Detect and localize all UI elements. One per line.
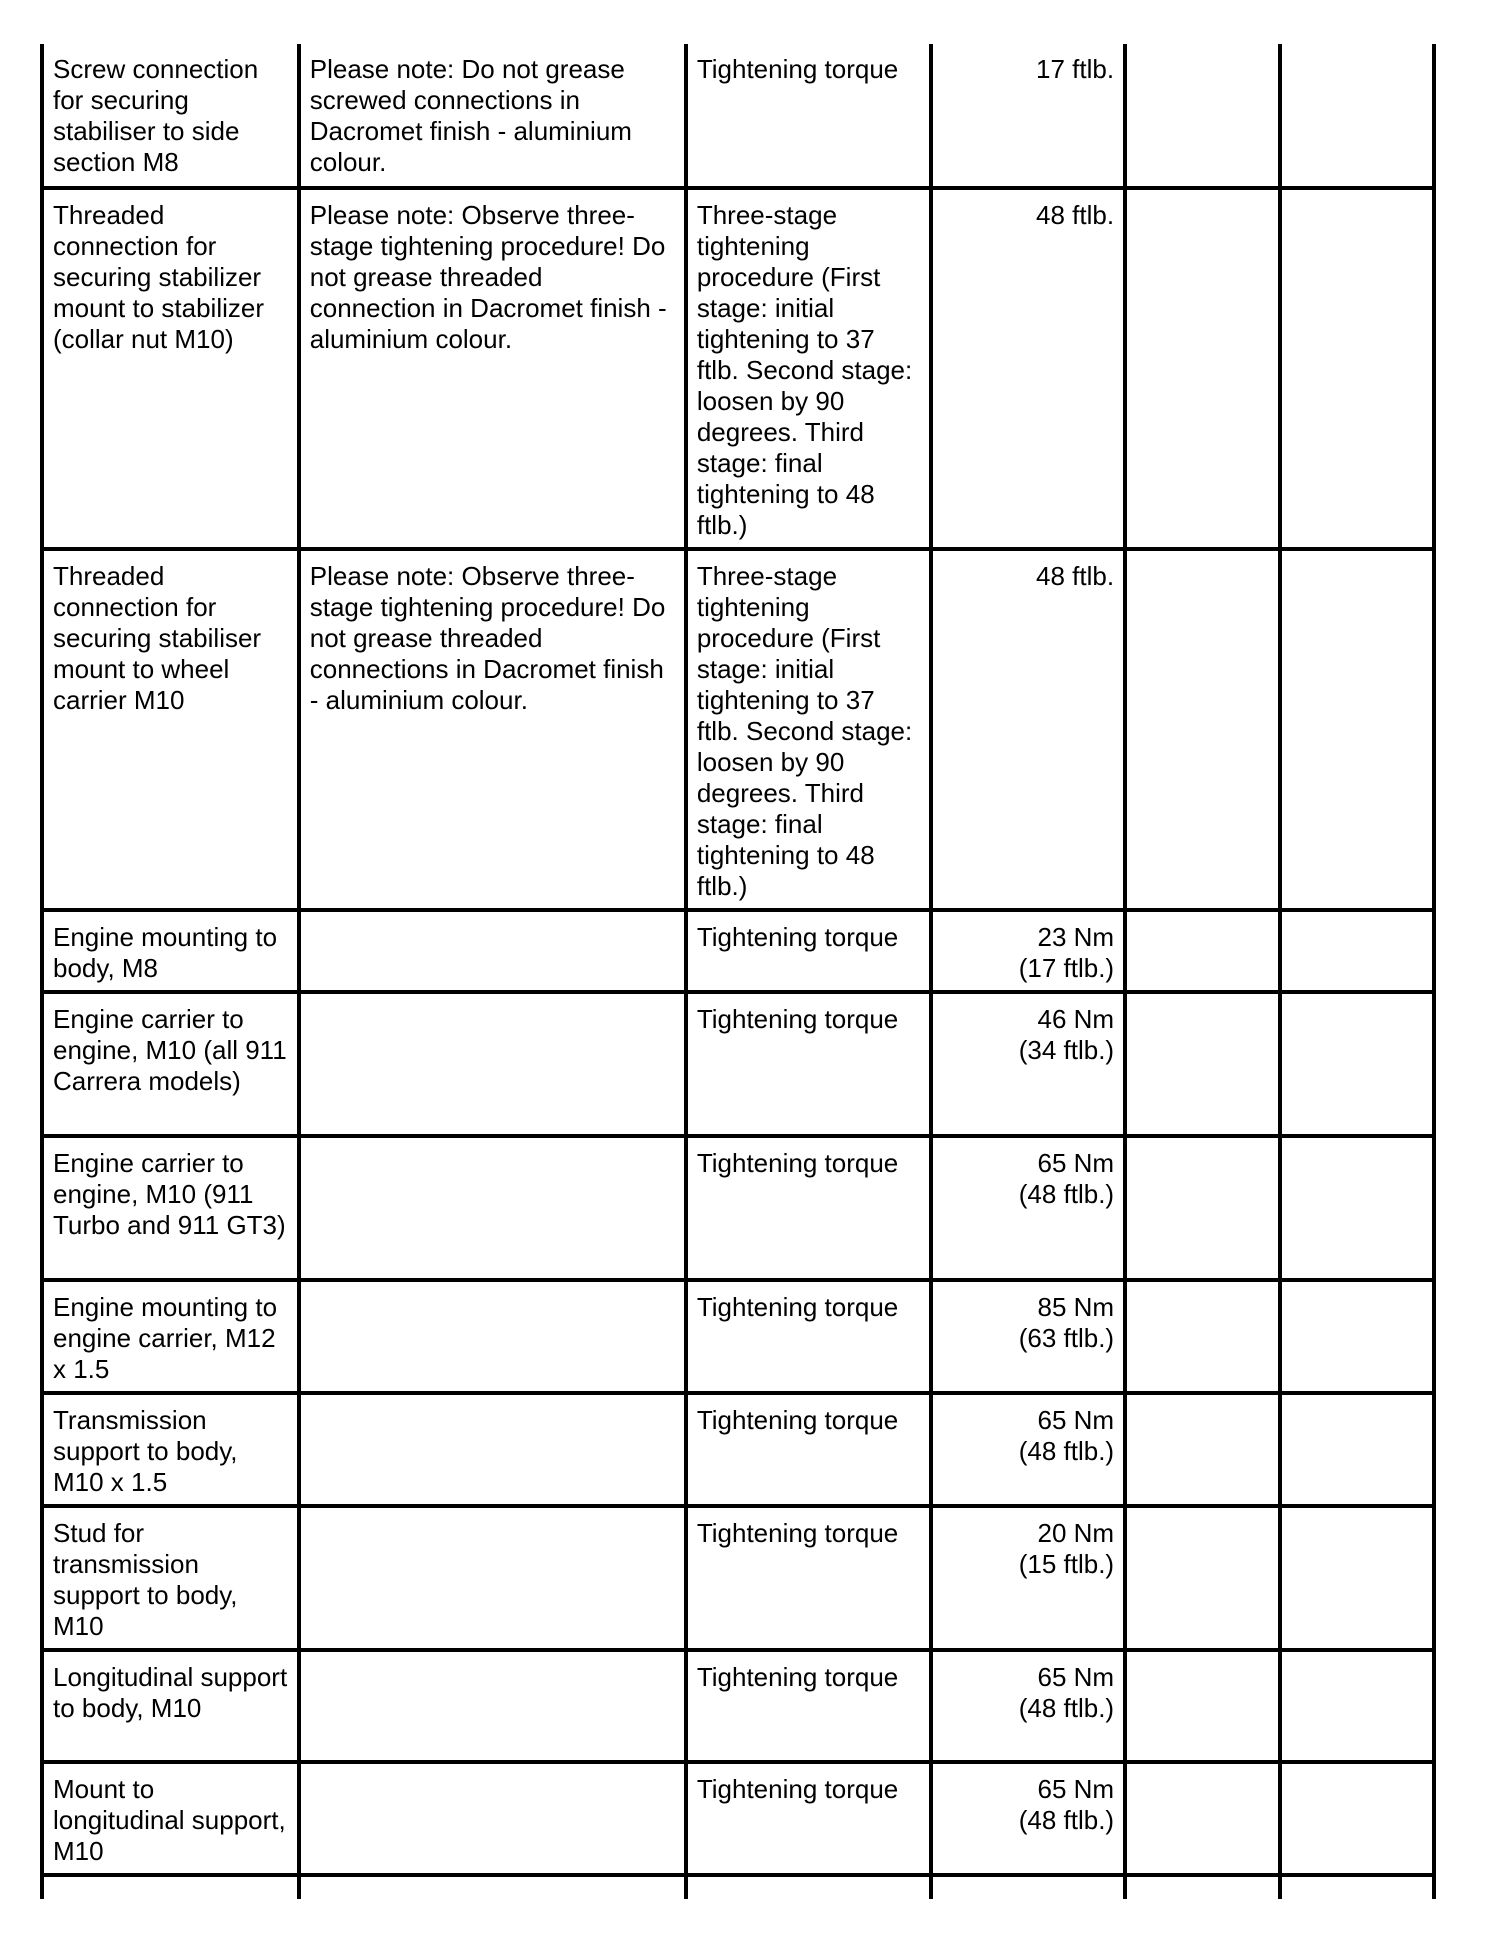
table-row xyxy=(42,992,1434,1136)
value-cell xyxy=(931,1506,1126,1650)
value-secondary: (48 ftlb.) xyxy=(1018,1436,1115,1466)
empty-cell xyxy=(1125,1506,1279,1650)
component-cell: Engine mounting to body, M8 xyxy=(42,910,299,992)
value-secondary: (15 ftlb.) xyxy=(1018,1549,1115,1579)
value-primary: 17 ftlb. xyxy=(1036,54,1115,84)
table-row xyxy=(42,1136,1434,1280)
note-cell xyxy=(299,992,686,1136)
component-cell: Longitudinal support to body, M10 xyxy=(42,1650,299,1762)
empty-cell xyxy=(1125,1762,1279,1875)
value-primary: 85 Nm xyxy=(1037,1292,1115,1322)
value-primary: 20 Nm xyxy=(1037,1518,1115,1548)
component-cell: Threaded connection for securing stabilizer mount to stabilizer (collar nut M10) xyxy=(42,188,299,549)
component-cell: Threaded connection for securing stabiliser mount to wheel carrier M10 xyxy=(42,549,299,910)
torque-specification-table xyxy=(40,44,1436,1899)
empty-cell xyxy=(1125,1393,1279,1506)
empty-cell xyxy=(1125,910,1279,992)
type-cell: Tightening torque xyxy=(686,1762,931,1875)
value-cell xyxy=(931,992,1126,1136)
type-cell: Tightening torque xyxy=(686,1136,931,1280)
value-primary: 65 Nm xyxy=(1037,1662,1115,1692)
table-row xyxy=(42,1762,1434,1875)
note-cell: Please note: Observe three-stage tightening procedure! Do not grease threaded connections in Dacromet finish - aluminium colour. xyxy=(299,549,686,910)
empty-cell xyxy=(1125,1280,1279,1393)
component-cell: Engine mounting to engine carrier, M12 x 1.5 xyxy=(42,1280,299,1393)
table-row xyxy=(42,1506,1434,1650)
component-cell: Engine carrier to engine, M10 (all 911 Carrera models) xyxy=(42,992,299,1136)
table-continuation-row xyxy=(42,1875,1434,1899)
component-cell: Engine carrier to engine, M10 (911 Turbo and 911 GT3) xyxy=(42,1136,299,1280)
note-cell xyxy=(299,1506,686,1650)
empty-cell xyxy=(1125,992,1279,1136)
value-primary: 65 Nm xyxy=(1037,1405,1115,1435)
empty-cell xyxy=(931,1875,1126,1899)
table-row xyxy=(42,1280,1434,1393)
table-row xyxy=(42,188,1434,549)
table-row xyxy=(42,1650,1434,1762)
empty-cell xyxy=(686,1875,931,1899)
value-secondary: (63 ftlb.) xyxy=(1018,1323,1115,1353)
value-cell xyxy=(931,1650,1126,1762)
value-primary: 46 Nm xyxy=(1037,1004,1115,1034)
value-primary: 65 Nm xyxy=(1037,1774,1115,1804)
value-cell xyxy=(931,549,1126,910)
note-cell: Please note: Observe three-stage tightening procedure! Do not grease threaded connection in Dacromet finish - aluminium colour. xyxy=(299,188,686,549)
value-secondary: (48 ftlb.) xyxy=(1018,1805,1115,1835)
note-cell xyxy=(299,910,686,992)
value-cell xyxy=(931,1280,1126,1393)
value-primary: 65 Nm xyxy=(1037,1148,1115,1178)
component-cell: Mount to longitudinal support, M10 xyxy=(42,1762,299,1875)
note-cell xyxy=(299,1393,686,1506)
empty-cell xyxy=(1280,1136,1434,1280)
type-cell: Tightening torque xyxy=(686,1650,931,1762)
empty-cell xyxy=(1280,992,1434,1136)
table-body xyxy=(42,44,1434,1899)
value-cell xyxy=(931,1136,1126,1280)
empty-cell xyxy=(42,1875,299,1899)
value-secondary: (17 ftlb.) xyxy=(1018,953,1115,983)
type-cell: Tightening torque xyxy=(686,992,931,1136)
empty-cell xyxy=(1125,1136,1279,1280)
type-cell: Tightening torque xyxy=(686,1393,931,1506)
value-primary: 48 ftlb. xyxy=(1036,561,1115,591)
empty-cell xyxy=(1280,44,1434,188)
type-cell: Tightening torque xyxy=(686,44,931,188)
value-cell xyxy=(931,1393,1126,1506)
value-cell xyxy=(931,188,1126,549)
empty-cell xyxy=(1280,910,1434,992)
empty-cell xyxy=(1125,1650,1279,1762)
note-cell xyxy=(299,1650,686,1762)
empty-cell xyxy=(1280,1650,1434,1762)
type-cell: Tightening torque xyxy=(686,1280,931,1393)
value-secondary: (48 ftlb.) xyxy=(1018,1179,1115,1209)
empty-cell xyxy=(299,1875,686,1899)
value-cell xyxy=(931,1762,1126,1875)
component-cell: Screw connection for securing stabiliser to side section M8 xyxy=(42,44,299,188)
empty-cell xyxy=(1280,188,1434,549)
empty-cell xyxy=(1280,549,1434,910)
value-primary: 23 Nm xyxy=(1037,922,1115,952)
value-secondary: (48 ftlb.) xyxy=(1018,1693,1115,1723)
table-row xyxy=(42,910,1434,992)
table-row xyxy=(42,1393,1434,1506)
table-row xyxy=(42,549,1434,910)
empty-cell xyxy=(1280,1393,1434,1506)
note-cell: Please note: Do not grease screwed connections in Dacromet finish - aluminium colour. xyxy=(299,44,686,188)
value-cell xyxy=(931,910,1126,992)
value-cell xyxy=(931,44,1126,188)
value-secondary: (34 ftlb.) xyxy=(1018,1035,1115,1065)
component-cell: Stud for transmission support to body, M10 xyxy=(42,1506,299,1650)
empty-cell xyxy=(1280,1506,1434,1650)
type-cell: Three-stage tightening procedure (First stage: initial tightening to 37 ftlb. Second stage: loosen by 90 degrees. Third stage: final tightening to 48 ftlb.) xyxy=(686,549,931,910)
empty-cell xyxy=(1280,1875,1434,1899)
empty-cell xyxy=(1125,1875,1279,1899)
value-primary: 48 ftlb. xyxy=(1036,200,1115,230)
empty-cell xyxy=(1125,44,1279,188)
type-cell: Tightening torque xyxy=(686,1506,931,1650)
empty-cell xyxy=(1125,549,1279,910)
empty-cell xyxy=(1125,188,1279,549)
empty-cell xyxy=(1280,1280,1434,1393)
type-cell: Tightening torque xyxy=(686,910,931,992)
type-cell: Three-stage tightening procedure (First stage: initial tightening to 37 ftlb. Second stage: loosen by 90 degrees. Third stage: final tightening to 48 ftlb.) xyxy=(686,188,931,549)
empty-cell xyxy=(1280,1762,1434,1875)
note-cell xyxy=(299,1136,686,1280)
component-cell: Transmission support to body, M10 x 1.5 xyxy=(42,1393,299,1506)
note-cell xyxy=(299,1762,686,1875)
table-row xyxy=(42,44,1434,188)
note-cell xyxy=(299,1280,686,1393)
